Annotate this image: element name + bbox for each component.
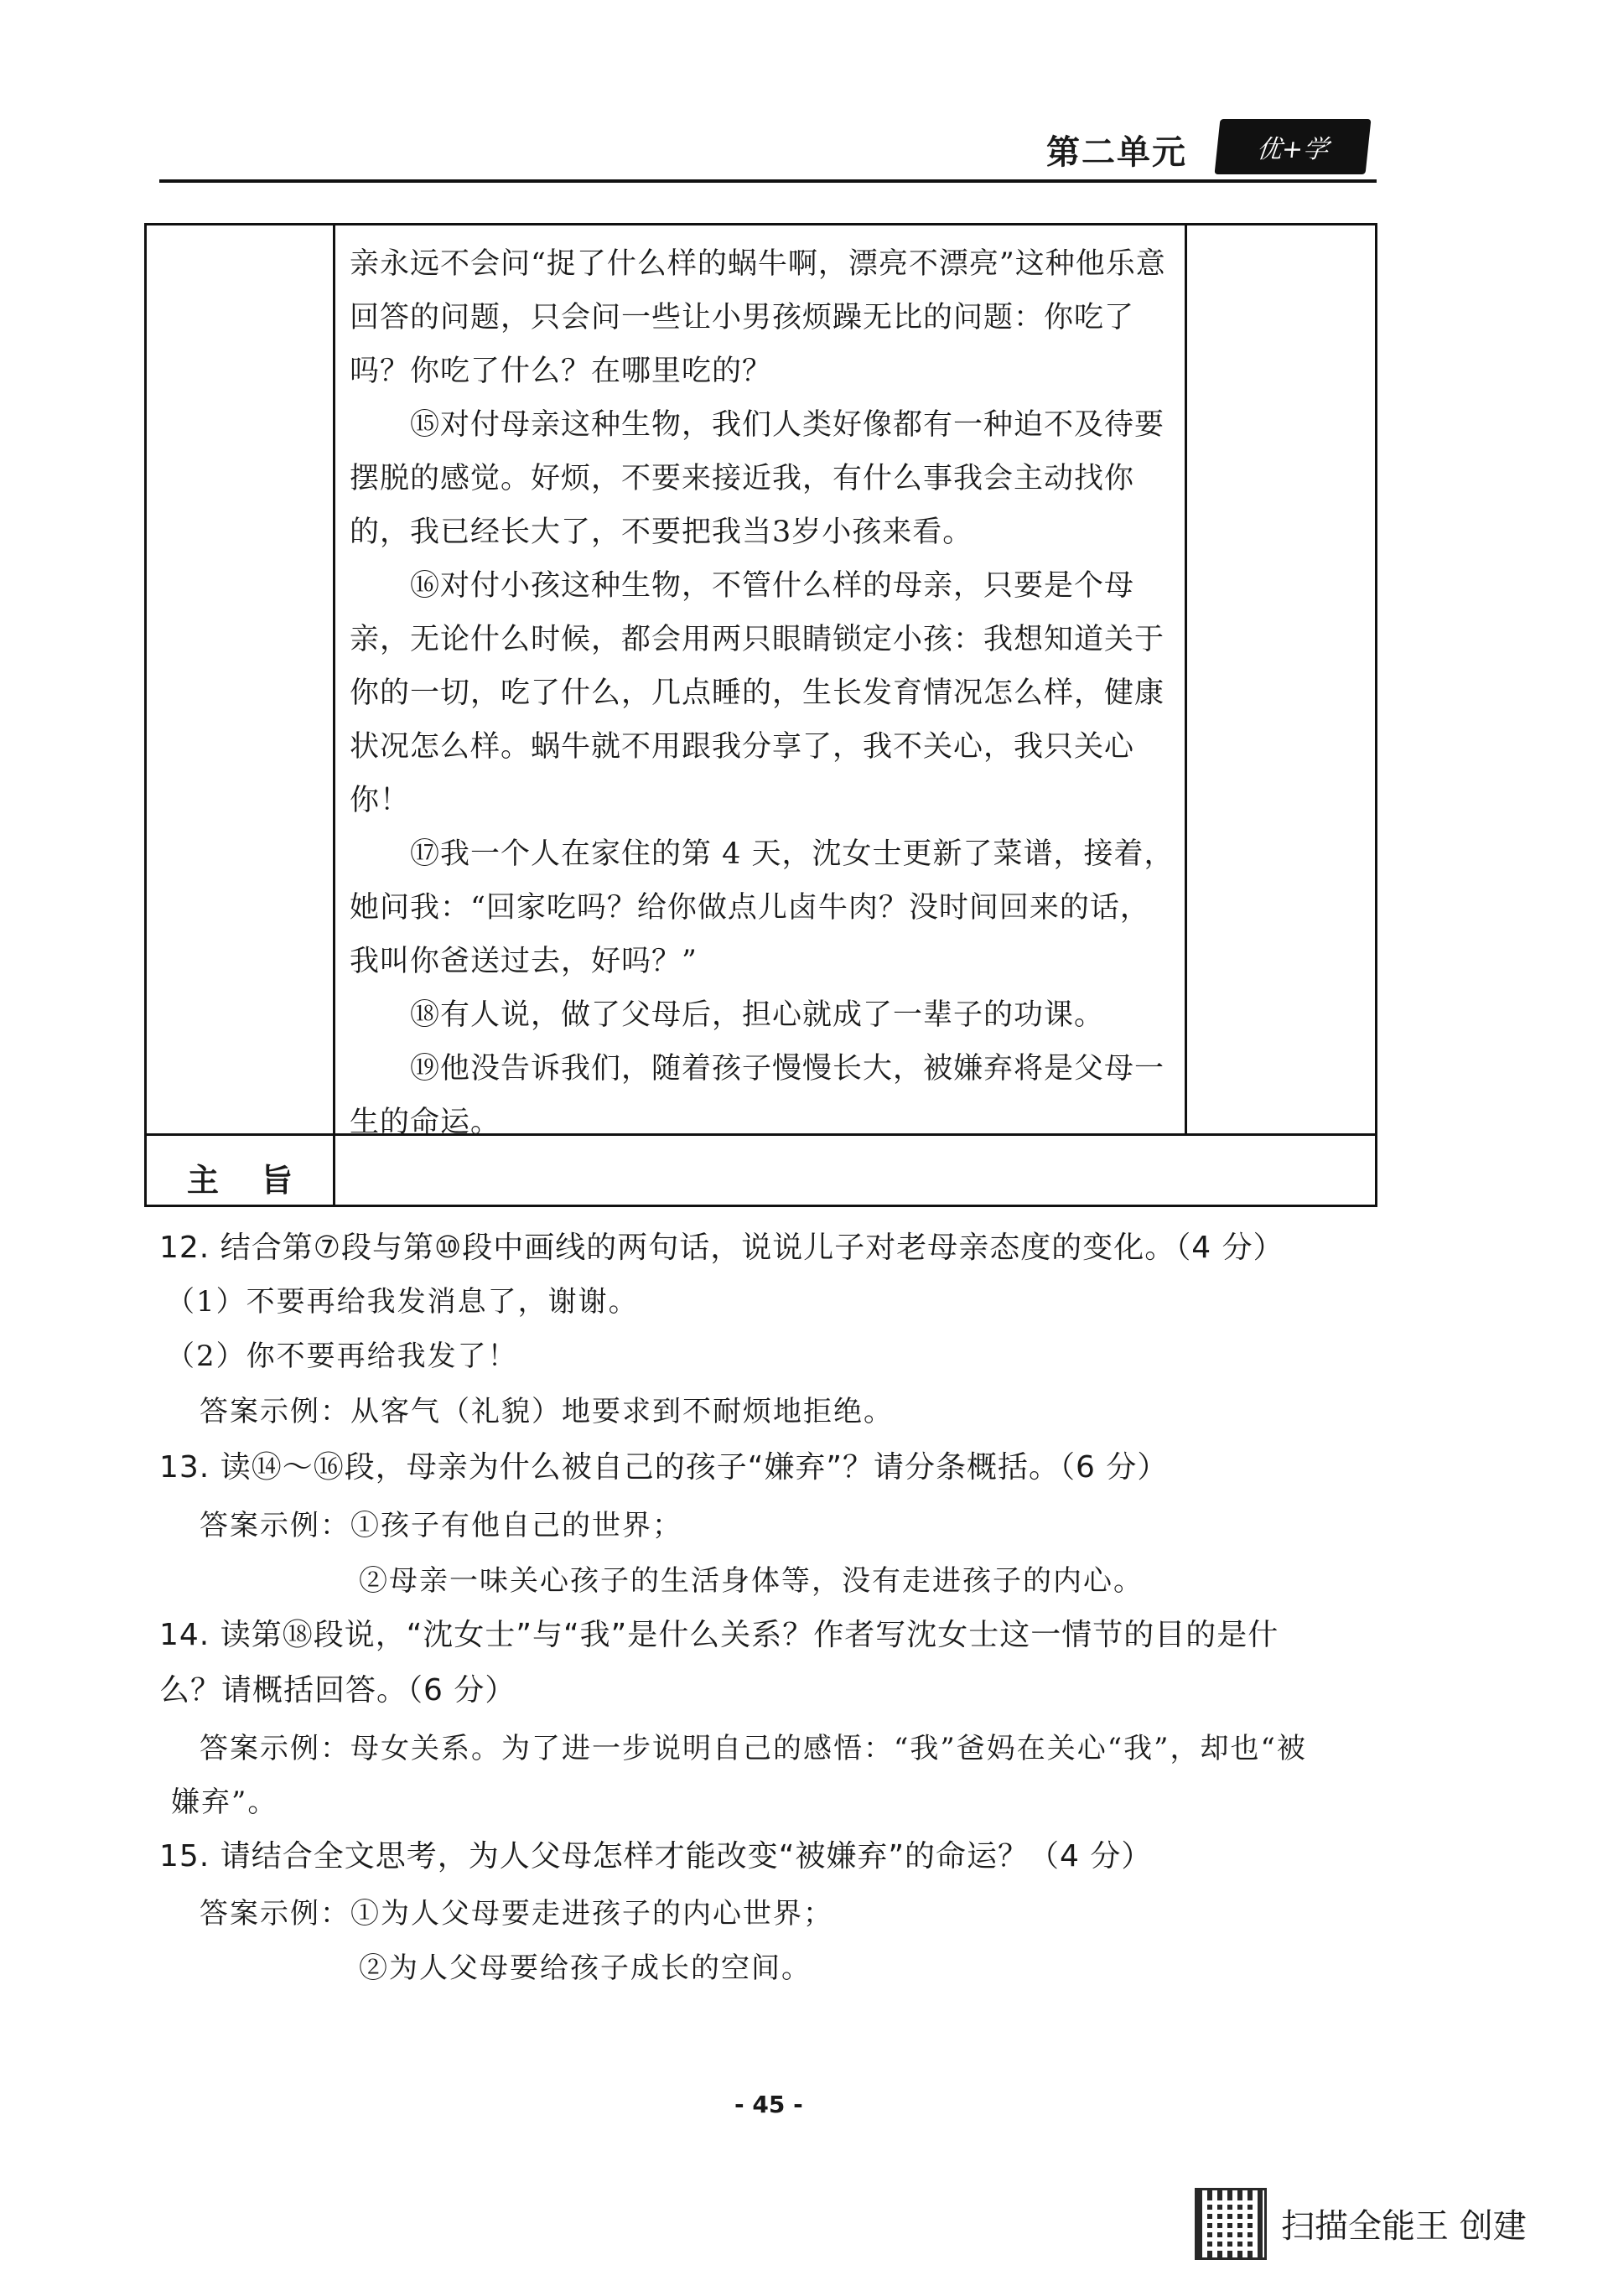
question-12-sentence-2: （2）你不要再给我发了！ (166, 1340, 518, 1373)
passage-paragraph-14-end: 亲永远不会问“捉了什么样的蜗牛啊，漂亮不漂亮”这种他乐意回答的问题，只会问一些让小男孩烦躁无比的问题：你吃了吗？你吃了什么？在哪里吃的？ (350, 247, 1166, 388)
passage-text (350, 237, 1180, 1149)
theme-label: 主旨 (187, 1162, 335, 1199)
question-12-answer: 答案示例：从客气（礼貌）地要求到不耐烦地拒绝。 (200, 1395, 894, 1428)
scanner-watermark: 扫描全能王 创建 (1281, 2207, 1527, 2246)
question-13-answer-2: ②母亲一味关心孩子的生活身体等，没有走进孩子的内心。 (359, 1564, 1144, 1598)
question-14-line-2: 么？请概括回答。（6 分） (159, 1673, 516, 1708)
header-rule (159, 179, 1377, 183)
question-12-sentence-1: （1）不要再给我发消息了，谢谢。 (166, 1285, 639, 1319)
table-col-divider-left (333, 225, 335, 1205)
passage-paragraph-18: ⑱有人说，做了父母后，担心就成了一辈子的功课。 (410, 998, 1105, 1032)
question-12: 12. 结合第⑦段与第⑩段中画线的两句话，说说儿子对老母亲态度的变化。（4 分） (159, 1231, 1284, 1265)
question-14-line-1: 14. 读第⑱段说，“沈女士”与“我”是什么关系？作者写沈女士这一情节的目的是什 (159, 1618, 1279, 1652)
question-15-answer-2: ②为人父母要给孩子成长的空间。 (359, 1951, 812, 1985)
passage-paragraph-19: ⑲他没告诉我们，随着孩子慢慢长大，被嫌弃将是父母一生的命运。 (350, 1052, 1165, 1139)
question-15: 15. 请结合全文思考，为人父母怎样才能改变“被嫌弃”的命运？（4 分） (159, 1839, 1153, 1874)
reading-table (144, 223, 1377, 1207)
logo-text: 优+学 (1255, 135, 1330, 164)
question-13-answer-1: 答案示例：①孩子有他自己的世界； (200, 1509, 682, 1542)
page-number: - 45 - (734, 2091, 803, 2118)
qr-code-icon (1195, 2188, 1267, 2260)
question-15-answer-1: 答案示例：①为人父母要走进孩子的内心世界； (200, 1897, 833, 1931)
question-13: 13. 读⑭～⑯段，母亲为什么被自己的孩子“嫌弃”？请分条概括。（6 分） (159, 1450, 1169, 1485)
unit-title: 第二单元 (1046, 133, 1187, 172)
table-col-divider-right (1185, 225, 1187, 1133)
passage-paragraph-16: ⑯对付小孩这种生物，不管什么样的母亲，只要是个母亲，无论什么时候，都会用两只眼睛锁定小孩：我想知道关于你的一切，吃了什么，几点睡的，生长发育情况怎么样，健康状况怎么样。蜗牛就不用跟我分享了，我不关心，我只关心你！ (350, 569, 1165, 817)
passage-paragraph-17: ⑰我一个人在家住的第 4 天，沈女士更新了菜谱，接着，她问我：“回家吃吗？给你做点儿卤牛肉？没时间回来的话，我叫你爸送过去，好吗？” (350, 837, 1175, 978)
question-14-answer-1: 答案示例：母女关系。为了进一步说明自己的感悟：“我”爸妈在关心“我”，却也“被 (200, 1732, 1307, 1765)
passage-paragraph-15: ⑮对付母亲这种生物，我们人类好像都有一种迫不及待要摆脱的感觉。好烦，不要来接近我，有什么事我会主动找你的，我已经长大了，不要把我当3岁小孩来看。 (350, 408, 1165, 549)
logo-badge (1215, 119, 1372, 174)
question-14-answer-2: 嫌弃”。 (171, 1785, 278, 1819)
